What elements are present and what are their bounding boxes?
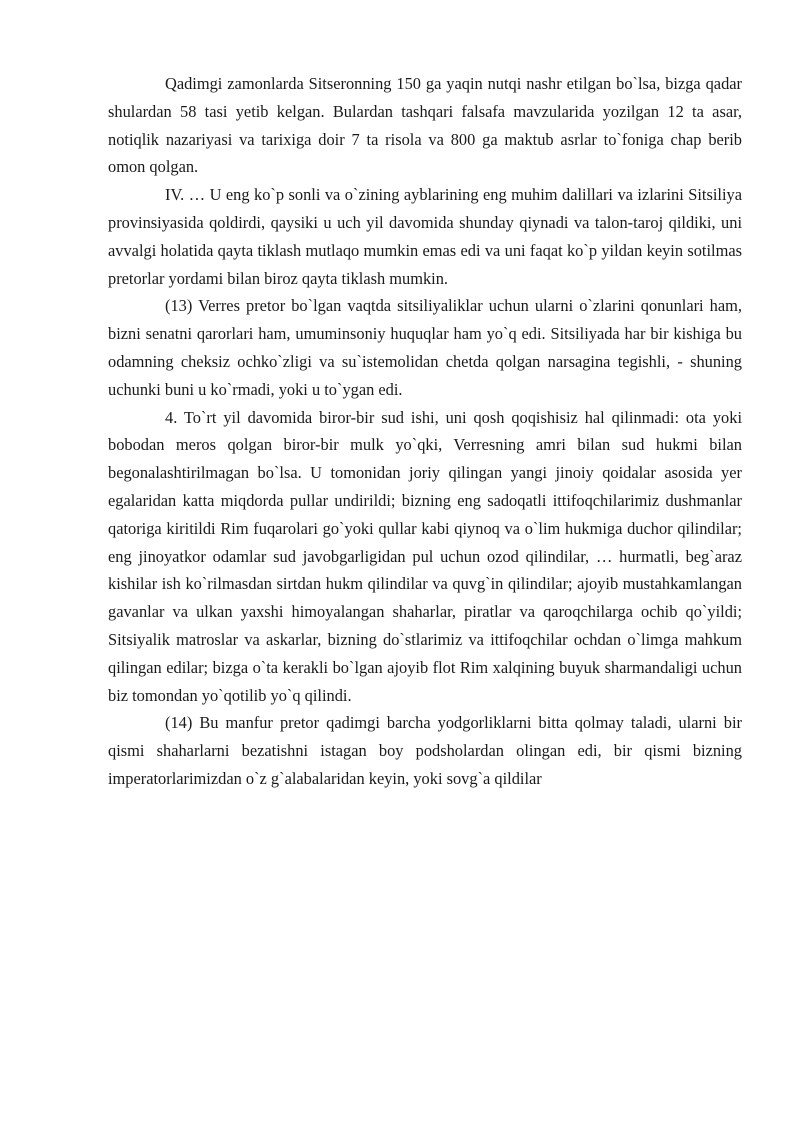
paragraph-section-13: (13) Verres pretor bo`lgan vaqtda sitsiliyaliklar uchun ularni o`zlarini qonunlari ham, bizni senatni qarorlari ham, umuminsoniy huquqlar ham yo`q edi. Sitsiliyada har bir kishiga bu odamning cheksiz ochko`zligi va su`istemolidan chetda qolgan narsagina tegishli, - shuning uchunki buni u ko`rmadi, yoki u to`ygan edi. (108, 296, 742, 399)
paragraph-sitseron-speeches: Qadimgi zamonlarda Sitseronning 150 ga yaqin nutqi nashr etilgan bo`lsa, bizga qadar shulardan 58 tasi yetib kelgan. Bulardan tashqari falsafa mavzularida yozilgan 12 ta asar, notiqlik nazariyasi va tarixiga doir 7 ta risola va 800 ga maktub asrlar to`foniga chap berib omon qolgan. (108, 74, 742, 177)
paragraph-section-4: 4. To`rt yil davomida biror-bir sud ishi, uni qosh qoqishisiz hal qilinmadi: ota yoki bobodan meros qolgan biror-bir mulk yo`qki, Verresning amri bilan sud hukmi bilan begonalashtirilmagan bo`lsa. U tomonidan joriy qilingan yangi jinoiy qoidalar asosida yer egalaridan katta miqdorda pullar undirildi; bizning eng sadoqatli ittifoqchilarimiz dushmanlar qatoriga kiritildi Rim fuqarolari go`yoki qullar kabi qiynoq va o`lim hukmiga duchor qilindilar; eng jinoyatkor odamlar sud javobgarligidan pul uchun ozod qilindilar, … hurmatli, beg`araz kishilar ish ko`rilmasdan sirtdan hukm qilindilar va quvg`in qilindilar; ajoyib mustahkamlangan gavanlar va ulkan yaxshi himoyalangan shaharlar, piratlar va qaroqchilarga ochib qo`yildi; Sitsiyalik matroslar va askarlar, bizning do`stlarimiz va ittifoqchilar ochdan o`limga mahkum qilingan edilar; bizga o`ta kerakli bo`lgan ajoyib flot Rim xalqining buyuk sharmandaligi uchun biz tomondan yo`qotilib yo`q qilindi. (108, 407, 742, 705)
paragraph-section-iv: IV. … U eng ko`p sonli va o`zining ayblarining eng muhim dalillari va izlarini Sitsiliya provinsiyasida qoldirdi, qaysiki u uch yil davomida shunday qiynadi va talon-taroj qildiki, uni avvalgi holatida qayta tiklash mutlaqo mumkin emas edi va uni faqat ko`p yildan keyin sotilmas pretorlar yordami bilan biroz qayta tiklash mumkin. (108, 185, 742, 288)
document-page (108, 70, 742, 793)
paragraph-section-14: (14) Bu manfur pretor qadimgi barcha yodgorliklarni bitta qolmay taladi, ularni bir qismi shaharlarni bezatishni istagan boy podsholardan olingan edi, bir qismi bizning imperatorlarimizdan o`z g`alabalaridan keyin, yoki sovg`a qildilar (108, 713, 742, 788)
